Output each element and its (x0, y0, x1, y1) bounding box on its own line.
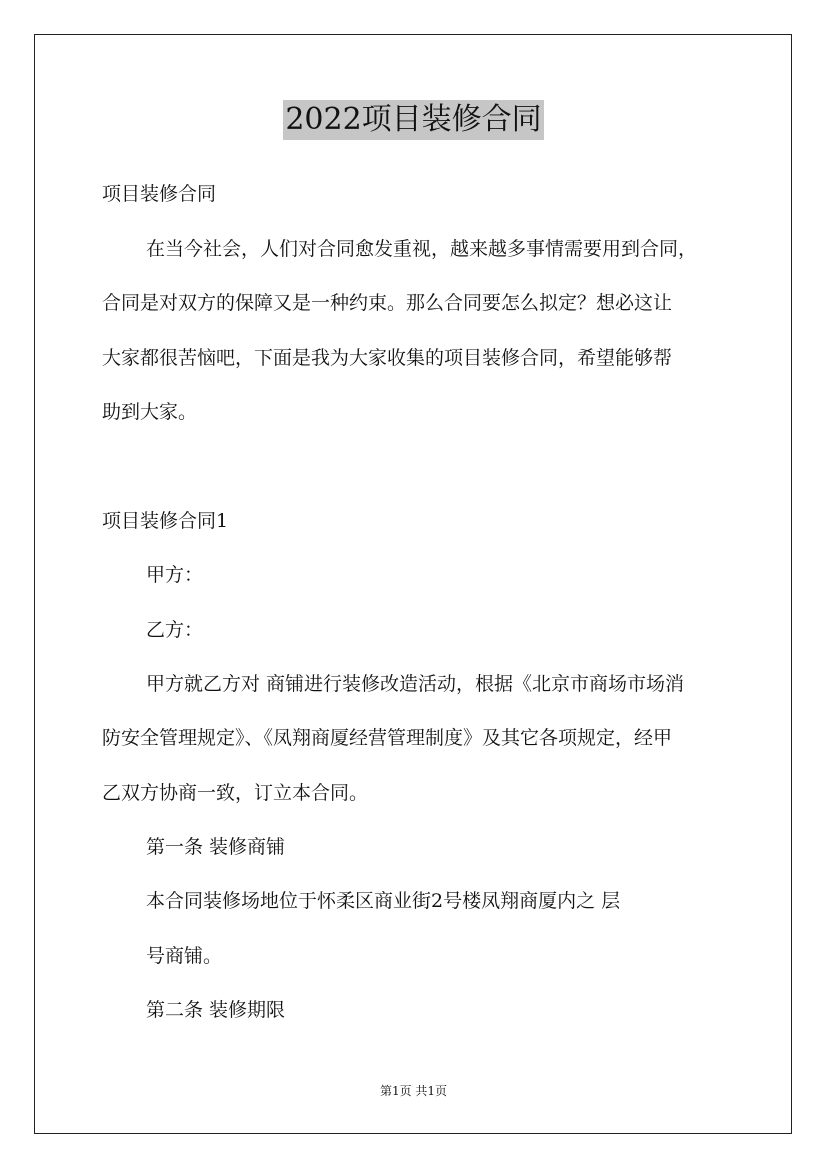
party-b-label: 乙方： (146, 619, 204, 641)
party-a-label: 甲方： (146, 564, 204, 586)
paragraph-line: 合同是对双方的保障又是一种约束。那么合同要怎么拟定？想必这让 (102, 292, 673, 314)
contract-heading: 项目装修合同1 (102, 510, 229, 532)
article-heading: 第二条 装修期限 (146, 999, 286, 1021)
page-number: 第1页 共1页 (379, 1084, 448, 1098)
paragraph-line: 防安全管理规定》、《凤翔商厦经营管理制度》及其它各项规定，经甲 (102, 727, 673, 749)
paragraph-line: 甲方就乙方对 商铺进行装修改造活动，根据《北京市商场市场消 (146, 673, 685, 695)
document-title: 2022项目装修合同 (283, 100, 543, 140)
paragraph-line: 在当今社会，人们对合同愈发重视，越来越多事情需要用到合同， (146, 238, 698, 260)
page-footer (0, 1083, 827, 1099)
paragraph-line: 号商铺。 (146, 945, 223, 967)
section-heading: 项目装修合同 (102, 183, 217, 205)
paragraph-line: 助到大家。 (102, 401, 198, 423)
paragraph-line: 大家都很苦恼吧，下面是我为大家收集的项目装修合同，希望能够帮 (102, 347, 673, 369)
paragraph-line: 乙双方协商一致，订立本合同。 (102, 782, 369, 804)
article-heading: 第一条 装修商铺 (146, 836, 286, 858)
paragraph-line: 本合同装修场地位于怀柔区商业街2号楼凤翔商厦内之 层 (146, 890, 621, 912)
title-container (0, 100, 827, 140)
